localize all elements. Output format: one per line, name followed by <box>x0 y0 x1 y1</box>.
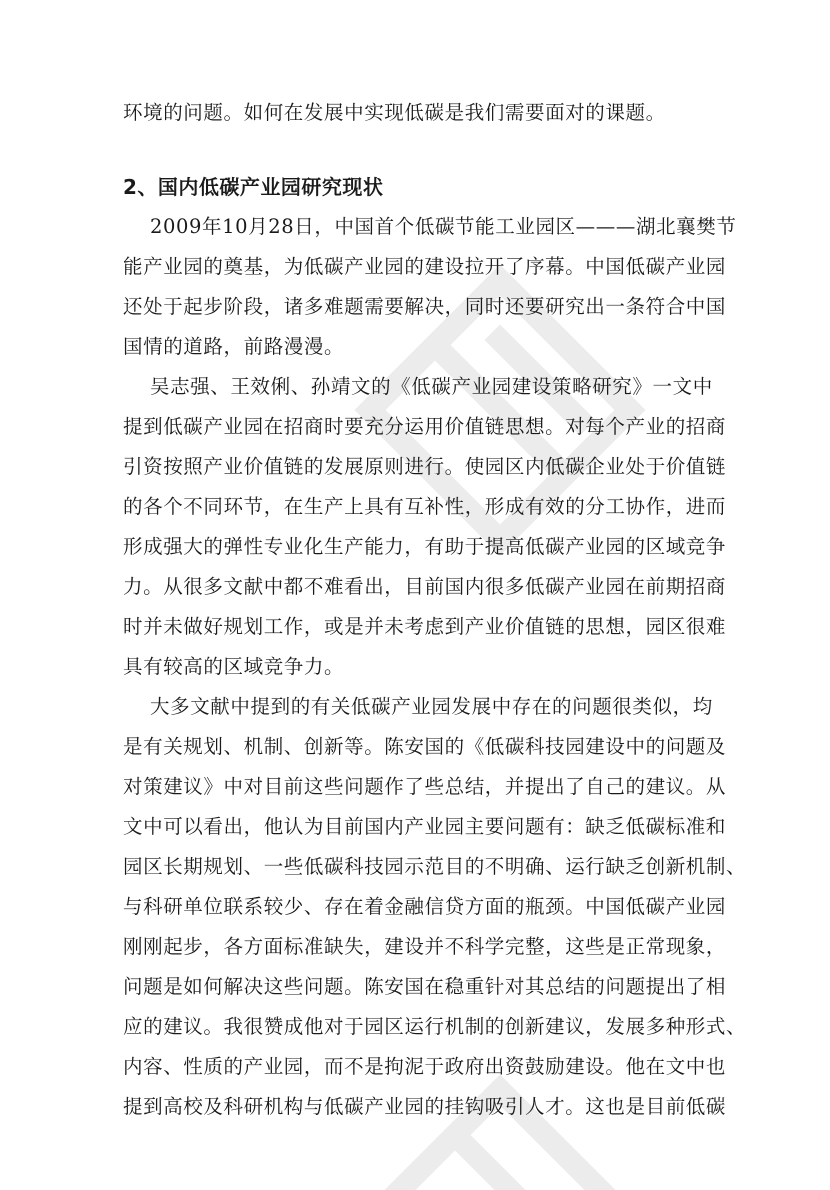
paragraph-line: 对策建议》中对目前这些问题作了些总结，并提出了自己的建议。从 <box>123 775 727 798</box>
paragraph-line: 吴志强、王效俐、孙靖文的《低碳产业园建设策略研究》一文中 <box>150 375 713 398</box>
paragraph-line: 文中可以看出，他认为目前国内产业园主要问题有：缺乏低碳标准和 <box>123 815 727 838</box>
paragraph-line: 时并未做好规划工作，或是并未考虑到产业价值链的思想，园区很难 <box>123 615 727 638</box>
paragraph-line: 提到高校及科研机构与低碳产业园的挂钩吸引人才。这也是目前低碳 <box>123 1095 727 1118</box>
paragraph-line: 刚刚起步，各方面标准缺失，建设并不科学完整，这些是正常现象， <box>123 935 727 958</box>
paragraph-line: 是有关规划、机制、创新等。陈安国的《低碳科技园建设中的问题及 <box>123 735 727 758</box>
paragraph-line: 应的建议。我很赞成他对于园区运行机制的创新建议，发展多种形式、 <box>123 1015 747 1038</box>
paragraph-line: 还处于起步阶段，诸多难题需要解决，同时还要研究出一条符合中国 <box>123 295 727 318</box>
paragraph-line: 国情的道路，前路漫漫。 <box>123 335 345 358</box>
paragraph-line: 园区长期规划、一些低碳科技园示范目的不明确、运行缺乏创新机制、 <box>123 855 747 878</box>
paragraph-line: 2009年10月28日，中国首个低碳节能工业园区———湖北襄樊节 <box>150 215 737 238</box>
paragraph-line: 能产业园的奠基，为低碳产业园的建设拉开了序幕。中国低碳产业园 <box>123 255 727 278</box>
paragraph-line: 具有较高的区域竞争力。 <box>123 655 345 678</box>
paragraph-line: 问题是如何解决这些问题。陈安国在稳重针对其总结的问题提出了相 <box>123 975 727 998</box>
paragraph-line: 形成强大的弹性专业化生产能力，有助于提高低碳产业园的区域竞争 <box>123 535 727 558</box>
paragraph-line: 大多文献中提到的有关低碳产业园发展中存在的问题很类似，均 <box>150 695 713 718</box>
intro-line: 环境的问题。如何在发展中实现低碳是我们需要面对的课题。 <box>123 101 666 124</box>
paragraph-line: 力。从很多文献中都不难看出，目前国内很多低碳产业园在前期招商 <box>123 575 727 598</box>
section-heading: 2、国内低碳产业园研究现状 <box>123 175 384 199</box>
paragraph-line: 提到低碳产业园在招商时要充分运用价值链思想。对每个产业的招商 <box>123 415 727 438</box>
paragraph-line: 的各个不同环节，在生产上具有互补性，形成有效的分工协作，进而 <box>123 495 727 518</box>
paragraph-line: 与科研单位联系较少、存在着金融信贷方面的瓶颈。中国低碳产业园 <box>123 895 727 918</box>
paragraph-line: 内容、性质的产业园，而不是拘泥于政府出资鼓励建设。他在文中也 <box>123 1055 727 1078</box>
paragraph-line: 引资按照产业价值链的发展原则进行。使园区内低碳企业处于价值链 <box>123 455 727 478</box>
